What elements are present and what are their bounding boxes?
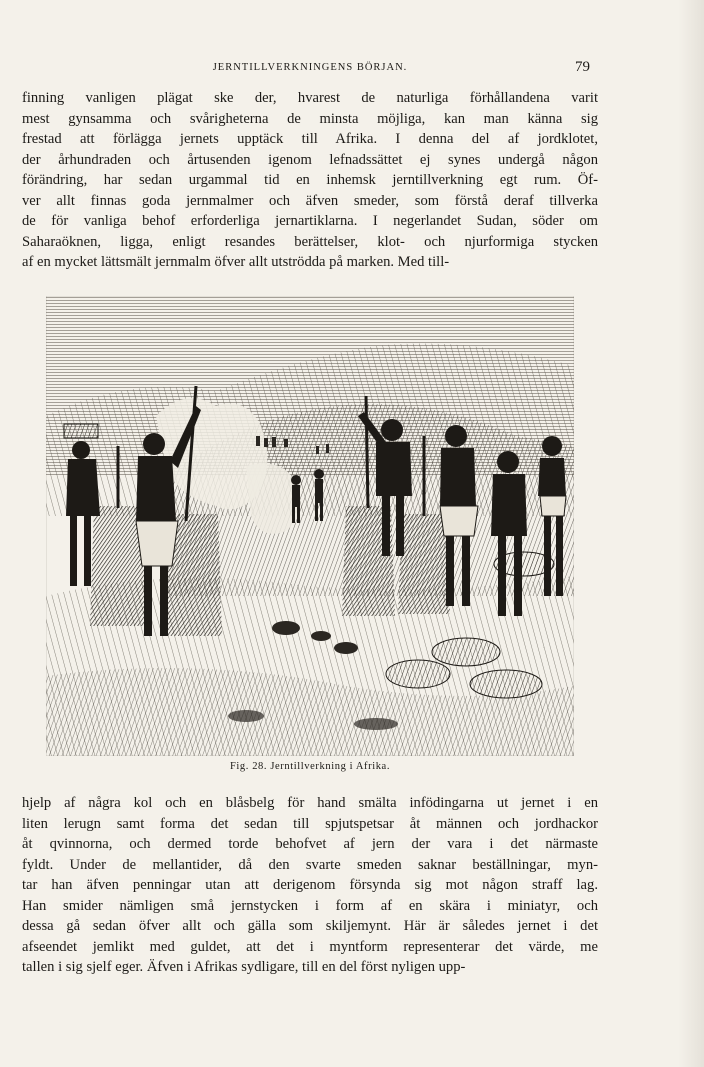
text-line: frestad att förlägga jernets upptäck till Afrika. I denna del af jordklotet, — [22, 131, 598, 147]
text-line: af en mycket lättsmält jernmalm öfver allt utströdda på marken. Med till- — [22, 254, 450, 270]
text-line: Han smider nämligen små jernstycken i form af en skära i miniatyr, och — [22, 897, 598, 914]
text-line: der århundraden och årtusenden igenom lefnadssättet ej synes undergå någon — [22, 151, 598, 168]
text-line: mest gynsamma och svårigheterna de minsta möjliga, kan man känna sig — [22, 110, 598, 127]
text-line: ver allt finnas goda jernmalmer och äfven smeder, som förstå deraf tillverka — [22, 192, 598, 209]
text-line: tallen i sig sjelf eger. Äfven i Afrikas sydligare, till en del först nyligen upp- — [22, 959, 466, 975]
ore-lump — [311, 631, 331, 641]
running-head — [0, 60, 704, 80]
pounding-pole — [366, 396, 368, 508]
text-line: afseendet jemlikt med guldet, att det i myntform representerar det värde, me — [22, 938, 598, 955]
text-line: åt qvinnorna, och dermed torde behofvet af jern der vara i det närmaste — [22, 836, 598, 852]
text-line: Saharaöknen, ligga, enligt resandes berättelser, klot- och njurformiga stycken — [22, 233, 598, 250]
ore-basket — [432, 638, 500, 666]
ore-lump — [334, 642, 358, 654]
ore-lump — [354, 718, 398, 730]
page-edge-shadow — [678, 0, 704, 1067]
ore-lump — [272, 621, 300, 635]
running-title: JERNTILLVERKNINGENS BÖRJAN. — [212, 62, 408, 73]
figure-caption: Fig. 28. Jerntillverkning i Afrika. — [229, 761, 391, 772]
text-line: liten lerugn samt forma det sedan till spjutspetsar åt männen och jordhackor — [22, 815, 598, 832]
page-number: 79 — [575, 59, 590, 75]
clay-furnace — [398, 514, 450, 614]
text-line: de för vanliga behof erforderliga jernartiklarna. I negerlandet Sudan, söder om — [22, 213, 598, 229]
ore-basket — [470, 670, 542, 698]
paragraph-top — [22, 88, 598, 273]
engraving-illustration — [46, 296, 574, 756]
paragraph-bottom — [22, 793, 598, 978]
text-line: tar han äfven penningar utan att derigenom försynda sig mot någon straff lag. — [22, 877, 598, 893]
text-line: hjelp af några kol och en blåsbelg för hand smälta infödingarna ut jernet i en — [22, 795, 598, 811]
ore-lump — [228, 710, 264, 722]
text-line: finning vanligen plägat ske der, hvarest de naturliga förhållandena varit — [22, 90, 598, 106]
text-line: fyldt. Under de mellantider, då den svarte smeden saknar beställningar, myn- — [22, 856, 598, 873]
text-line: förändring, har sedan urgammal tid en inhemsk jerntillverkning egt rum. Öf- — [22, 172, 598, 188]
ore-basket — [386, 660, 450, 688]
text-line: dessa gå sedan öfver allt och gälla som skiljemynt. Här är således jernet i det — [22, 918, 598, 934]
